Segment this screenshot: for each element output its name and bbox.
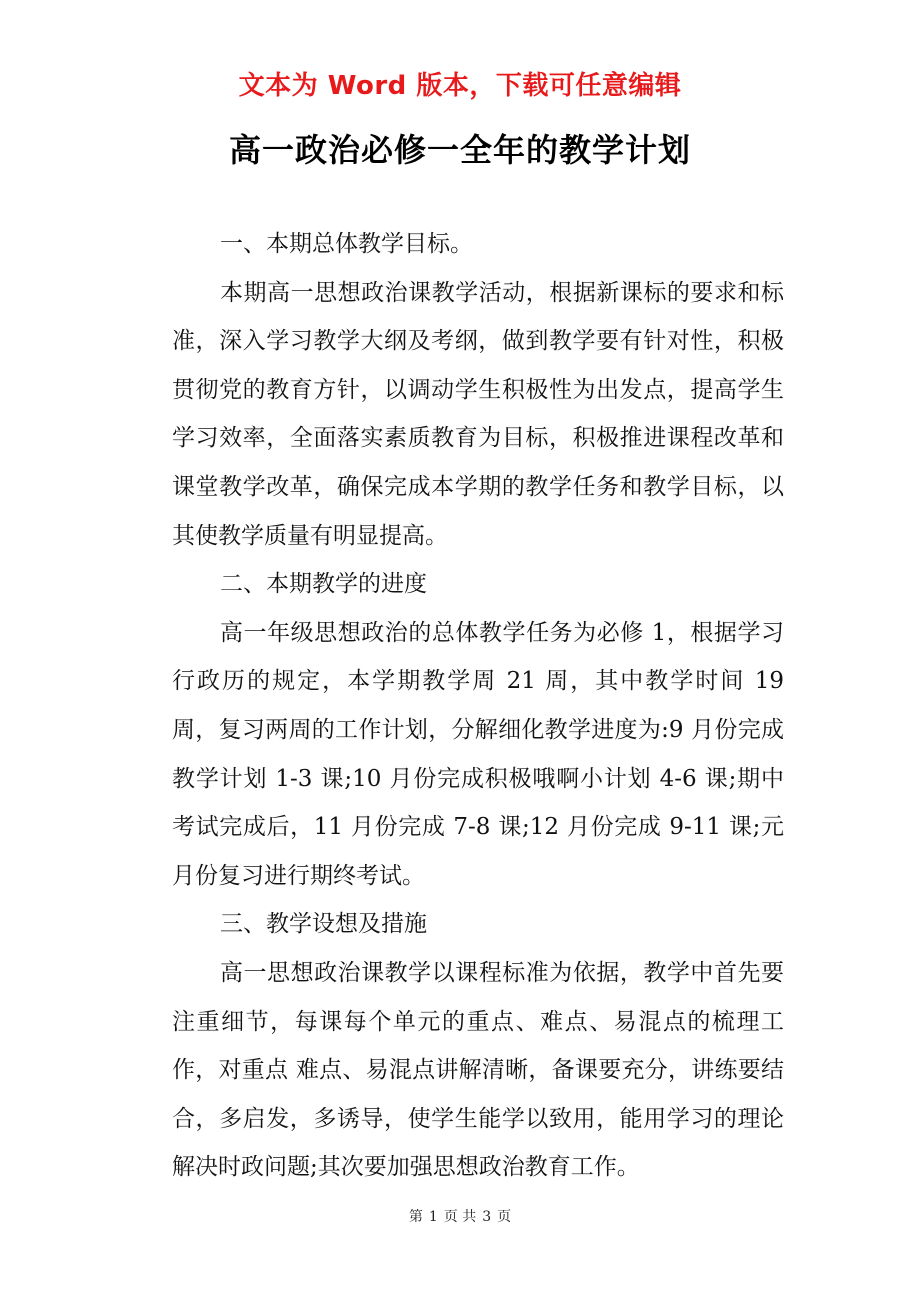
body-paragraph-2: 高一年级思想政治的总体教学任务为必修 1，根据学习行政历的规定，本学期教学周 21 周，其中教学时间 19 周，复习两周的工作计划，分解细化教学进度为:9 月份完成教学计划 1-3 课;10 月份完成积极哦啊小计划 4-6 课;期中考试完成后，11 月份完成 7-8 课;12 月份完成 9-11 课;元月份复习进行期终考试。 [172,619,784,889]
body-paragraph-1: 本期高一思想政治课教学活动，根据新课标的要求和标准，深入学习教学大纲及考纲，做到教学要有针对性，积极贯彻党的教育方针，以调动学生积极性为出发点，提高学生学习效率，全面落实素质教育为目标，积极推进课程改革和课堂教学改革，确保完成本学期的教学任务和教学目标，以其使教学质量有明显提高。 [172,279,784,549]
section-heading-1: 一、本期总体教学目标。 [220,231,473,257]
section-heading-2: 二、本期教学的进度 [220,571,427,598]
page-suffix: 页 [497,1209,512,1225]
page-footer [0,1206,920,1228]
document-title: 高一政治必修一全年的教学计划 [228,131,691,169]
page-prefix: 第 [408,1209,423,1225]
section-heading-3: 三、教学设想及措施 [220,911,427,938]
page-mid: 页 共 [443,1209,477,1225]
document-body [172,220,784,1192]
body-paragraph-3: 高一思想政治课教学以课程标准为依据，教学中首先要注重细节，每课每个单元的重点、难点、易混点的梳理工作，对重点 难点、易混点讲解清晰，备课要充分，讲练要结合，多启发，多诱导，使学生能学以致用，能用学习的理论解决时政问题;其次要加强思想政治教育工作。 [172,959,784,1181]
total-page-count: 3 [482,1209,492,1225]
download-banner: 文本为 Word 版本，下载可任意编辑 [238,71,682,101]
current-page-number: 1 [428,1209,438,1225]
